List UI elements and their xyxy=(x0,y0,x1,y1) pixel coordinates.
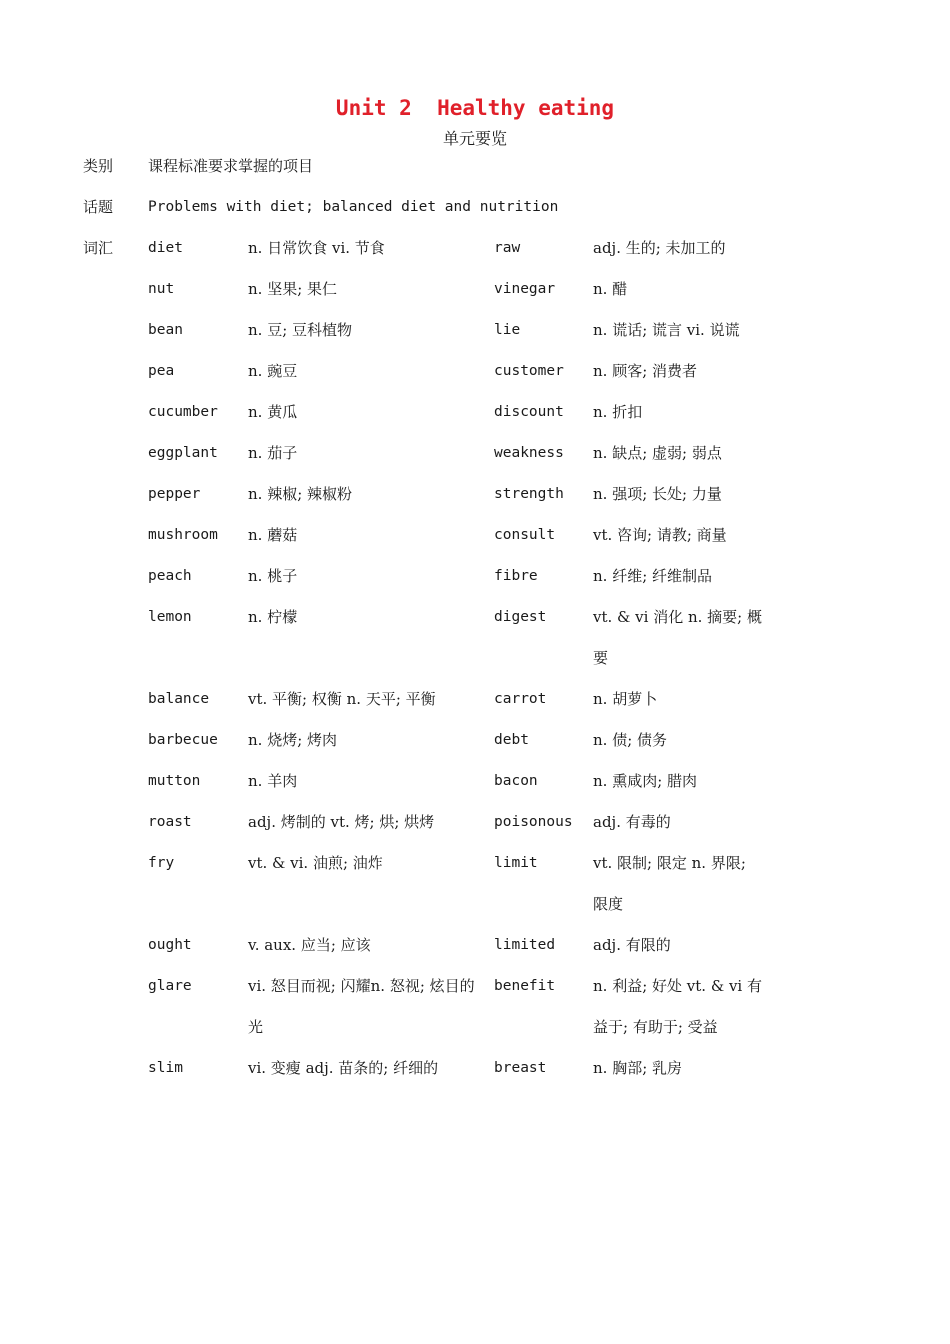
vocab-row xyxy=(83,433,783,474)
category-label xyxy=(83,474,148,515)
vocab-definition: v. aux. 应当; 应该 xyxy=(248,936,371,954)
vocab-rows xyxy=(83,228,783,1089)
category-label xyxy=(83,392,148,433)
vocab-word: lie xyxy=(494,322,521,338)
category-label xyxy=(83,679,148,720)
vocab-word: roast xyxy=(148,814,192,830)
vocab-definition: n. 醋 xyxy=(593,280,628,298)
category-label xyxy=(83,720,148,761)
vocab-definition: n. 桃子 xyxy=(248,567,298,585)
category-label xyxy=(83,351,148,392)
vocab-definition: vi. 变瘦 adj. 苗条的; 纤细的 xyxy=(248,1059,439,1077)
vocab-word: carrot xyxy=(494,691,547,707)
vocab-definition: n. 胡萝卜 xyxy=(593,690,658,708)
vocab-word: digest xyxy=(494,609,547,625)
category-label xyxy=(83,966,148,1048)
vocab-table xyxy=(83,146,783,1089)
vocab-word: mutton xyxy=(148,773,201,789)
vocab-word: pea xyxy=(148,363,175,379)
vocab-row xyxy=(83,515,783,556)
vocab-definition: vt. & vi. 油煎; 油炸 xyxy=(248,854,383,872)
vocab-row xyxy=(83,966,783,1048)
vocab-definition: n. 缺点; 虚弱; 弱点 xyxy=(593,444,722,462)
topic-row xyxy=(83,187,783,228)
vocab-word: slim xyxy=(148,1060,183,1076)
vocab-word: consult xyxy=(494,527,556,543)
category-label xyxy=(83,802,148,843)
vocab-word: peach xyxy=(148,568,192,584)
vocab-row xyxy=(83,802,783,843)
vocab-row xyxy=(83,843,783,925)
vocab-definition: n. 辣椒; 辣椒粉 xyxy=(248,485,353,503)
vocab-row xyxy=(83,761,783,802)
vocab-definition: vt. 平衡; 权衡 n. 天平; 平衡 xyxy=(248,690,436,708)
category-label xyxy=(83,556,148,597)
vocab-word: cucumber xyxy=(148,404,218,420)
unit-title: Unit 2 Healthy eating xyxy=(335,96,615,120)
vocab-word: limit xyxy=(494,855,538,871)
vocab-row xyxy=(83,1048,783,1089)
vocab-word: glare xyxy=(148,978,192,994)
category-label xyxy=(83,310,148,351)
header-row xyxy=(83,146,783,187)
vocab-row xyxy=(83,310,783,351)
vocab-definition: vt. 限制; 限定 n. 界限; 限度 xyxy=(593,854,746,913)
vocab-word: fry xyxy=(148,855,175,871)
vocab-definition: n. 日常饮食 vi. 节食 xyxy=(248,239,385,257)
vocab-word: raw xyxy=(494,240,521,256)
category-label: 话题 xyxy=(83,198,114,216)
vocab-definition: n. 利益; 好处 vt. & vi 有益于; 有助于; 受益 xyxy=(593,977,762,1036)
vocab-word: weakness xyxy=(494,445,564,461)
vocab-row xyxy=(83,597,783,679)
vocab-row xyxy=(83,228,783,269)
vocab-definition: n. 强项; 长处; 力量 xyxy=(593,485,722,503)
vocab-definition: n. 黄瓜 xyxy=(248,403,298,421)
vocab-definition: n. 羊肉 xyxy=(248,772,298,790)
vocab-word: breast xyxy=(494,1060,547,1076)
vocab-row xyxy=(83,269,783,310)
vocab-row xyxy=(83,392,783,433)
vocab-definition: n. 烧烤; 烤肉 xyxy=(248,731,338,749)
vocab-word: discount xyxy=(494,404,564,420)
category-label xyxy=(83,269,148,310)
vocab-definition: n. 蘑菇 xyxy=(248,526,298,544)
vocab-word: bean xyxy=(148,322,183,338)
vocab-word: fibre xyxy=(494,568,538,584)
vocab-definition: n. 茄子 xyxy=(248,444,298,462)
vocab-definition: adj. 有毒的 xyxy=(593,813,671,831)
vocab-definition: n. 豌豆 xyxy=(248,362,298,380)
vocab-row xyxy=(83,351,783,392)
category-label xyxy=(83,843,148,925)
vocab-row xyxy=(83,556,783,597)
vocab-definition: vi. 怒目而视; 闪耀n. 怒视; 炫目的光 xyxy=(248,977,475,1036)
vocab-definition: adj. 烤制的 vt. 烤; 烘; 烘烤 xyxy=(248,813,435,831)
category-label xyxy=(83,515,148,556)
vocab-definition: n. 债; 债务 xyxy=(593,731,668,749)
vocab-row xyxy=(83,474,783,515)
vocab-definition: vt. 咨询; 请教; 商量 xyxy=(593,526,727,544)
topic-content: Problems with diet; balanced diet and nutrition xyxy=(148,199,559,215)
vocab-word: customer xyxy=(494,363,564,379)
vocab-word: balance xyxy=(148,691,210,707)
vocab-word: debt xyxy=(494,732,529,748)
vocab-definition: n. 谎话; 谎言 vi. 说谎 xyxy=(593,321,740,339)
category-label xyxy=(83,925,148,966)
category-label xyxy=(83,761,148,802)
vocab-definition: n. 坚果; 果仁 xyxy=(248,280,338,298)
vocab-word: nut xyxy=(148,281,175,297)
category-label: 类别 xyxy=(83,157,114,175)
unit-subtitle: 单元要览 xyxy=(442,129,507,148)
vocab-word: bacon xyxy=(494,773,538,789)
vocab-word: poisonous xyxy=(494,814,573,830)
category-label: 词汇 xyxy=(83,239,114,257)
vocab-word: ought xyxy=(148,937,192,953)
vocab-definition: n. 豆; 豆科植物 xyxy=(248,321,353,339)
vocab-word: pepper xyxy=(148,486,201,502)
vocab-word: vinegar xyxy=(494,281,556,297)
vocab-row xyxy=(83,720,783,761)
vocab-row xyxy=(83,679,783,720)
vocab-definition: n. 纤维; 纤维制品 xyxy=(593,567,713,585)
vocab-word: mushroom xyxy=(148,527,218,543)
vocab-definition: adj. 生的; 未加工的 xyxy=(593,239,726,257)
category-label xyxy=(83,597,148,679)
vocab-word: lemon xyxy=(148,609,192,625)
category-label xyxy=(83,433,148,474)
vocab-definition: n. 顾客; 消费者 xyxy=(593,362,698,380)
vocab-definition: adj. 有限的 xyxy=(593,936,671,954)
header-content: 课程标准要求掌握的项目 xyxy=(148,157,314,175)
vocab-word: benefit xyxy=(494,978,556,994)
vocab-word: limited xyxy=(494,937,556,953)
vocab-definition: n. 柠檬 xyxy=(248,608,298,626)
vocab-definition: n. 折扣 xyxy=(593,403,643,421)
vocab-definition: n. 胸部; 乳房 xyxy=(593,1059,683,1077)
vocab-word: barbecue xyxy=(148,732,218,748)
vocab-row xyxy=(83,925,783,966)
vocab-definition: n. 熏咸肉; 腊肉 xyxy=(593,772,698,790)
vocab-word: eggplant xyxy=(148,445,218,461)
vocab-word: strength xyxy=(494,486,564,502)
category-label xyxy=(83,1048,148,1089)
vocab-word: diet xyxy=(148,240,183,256)
vocab-definition: vt. & vi 消化 n. 摘要; 概要 xyxy=(593,608,762,667)
